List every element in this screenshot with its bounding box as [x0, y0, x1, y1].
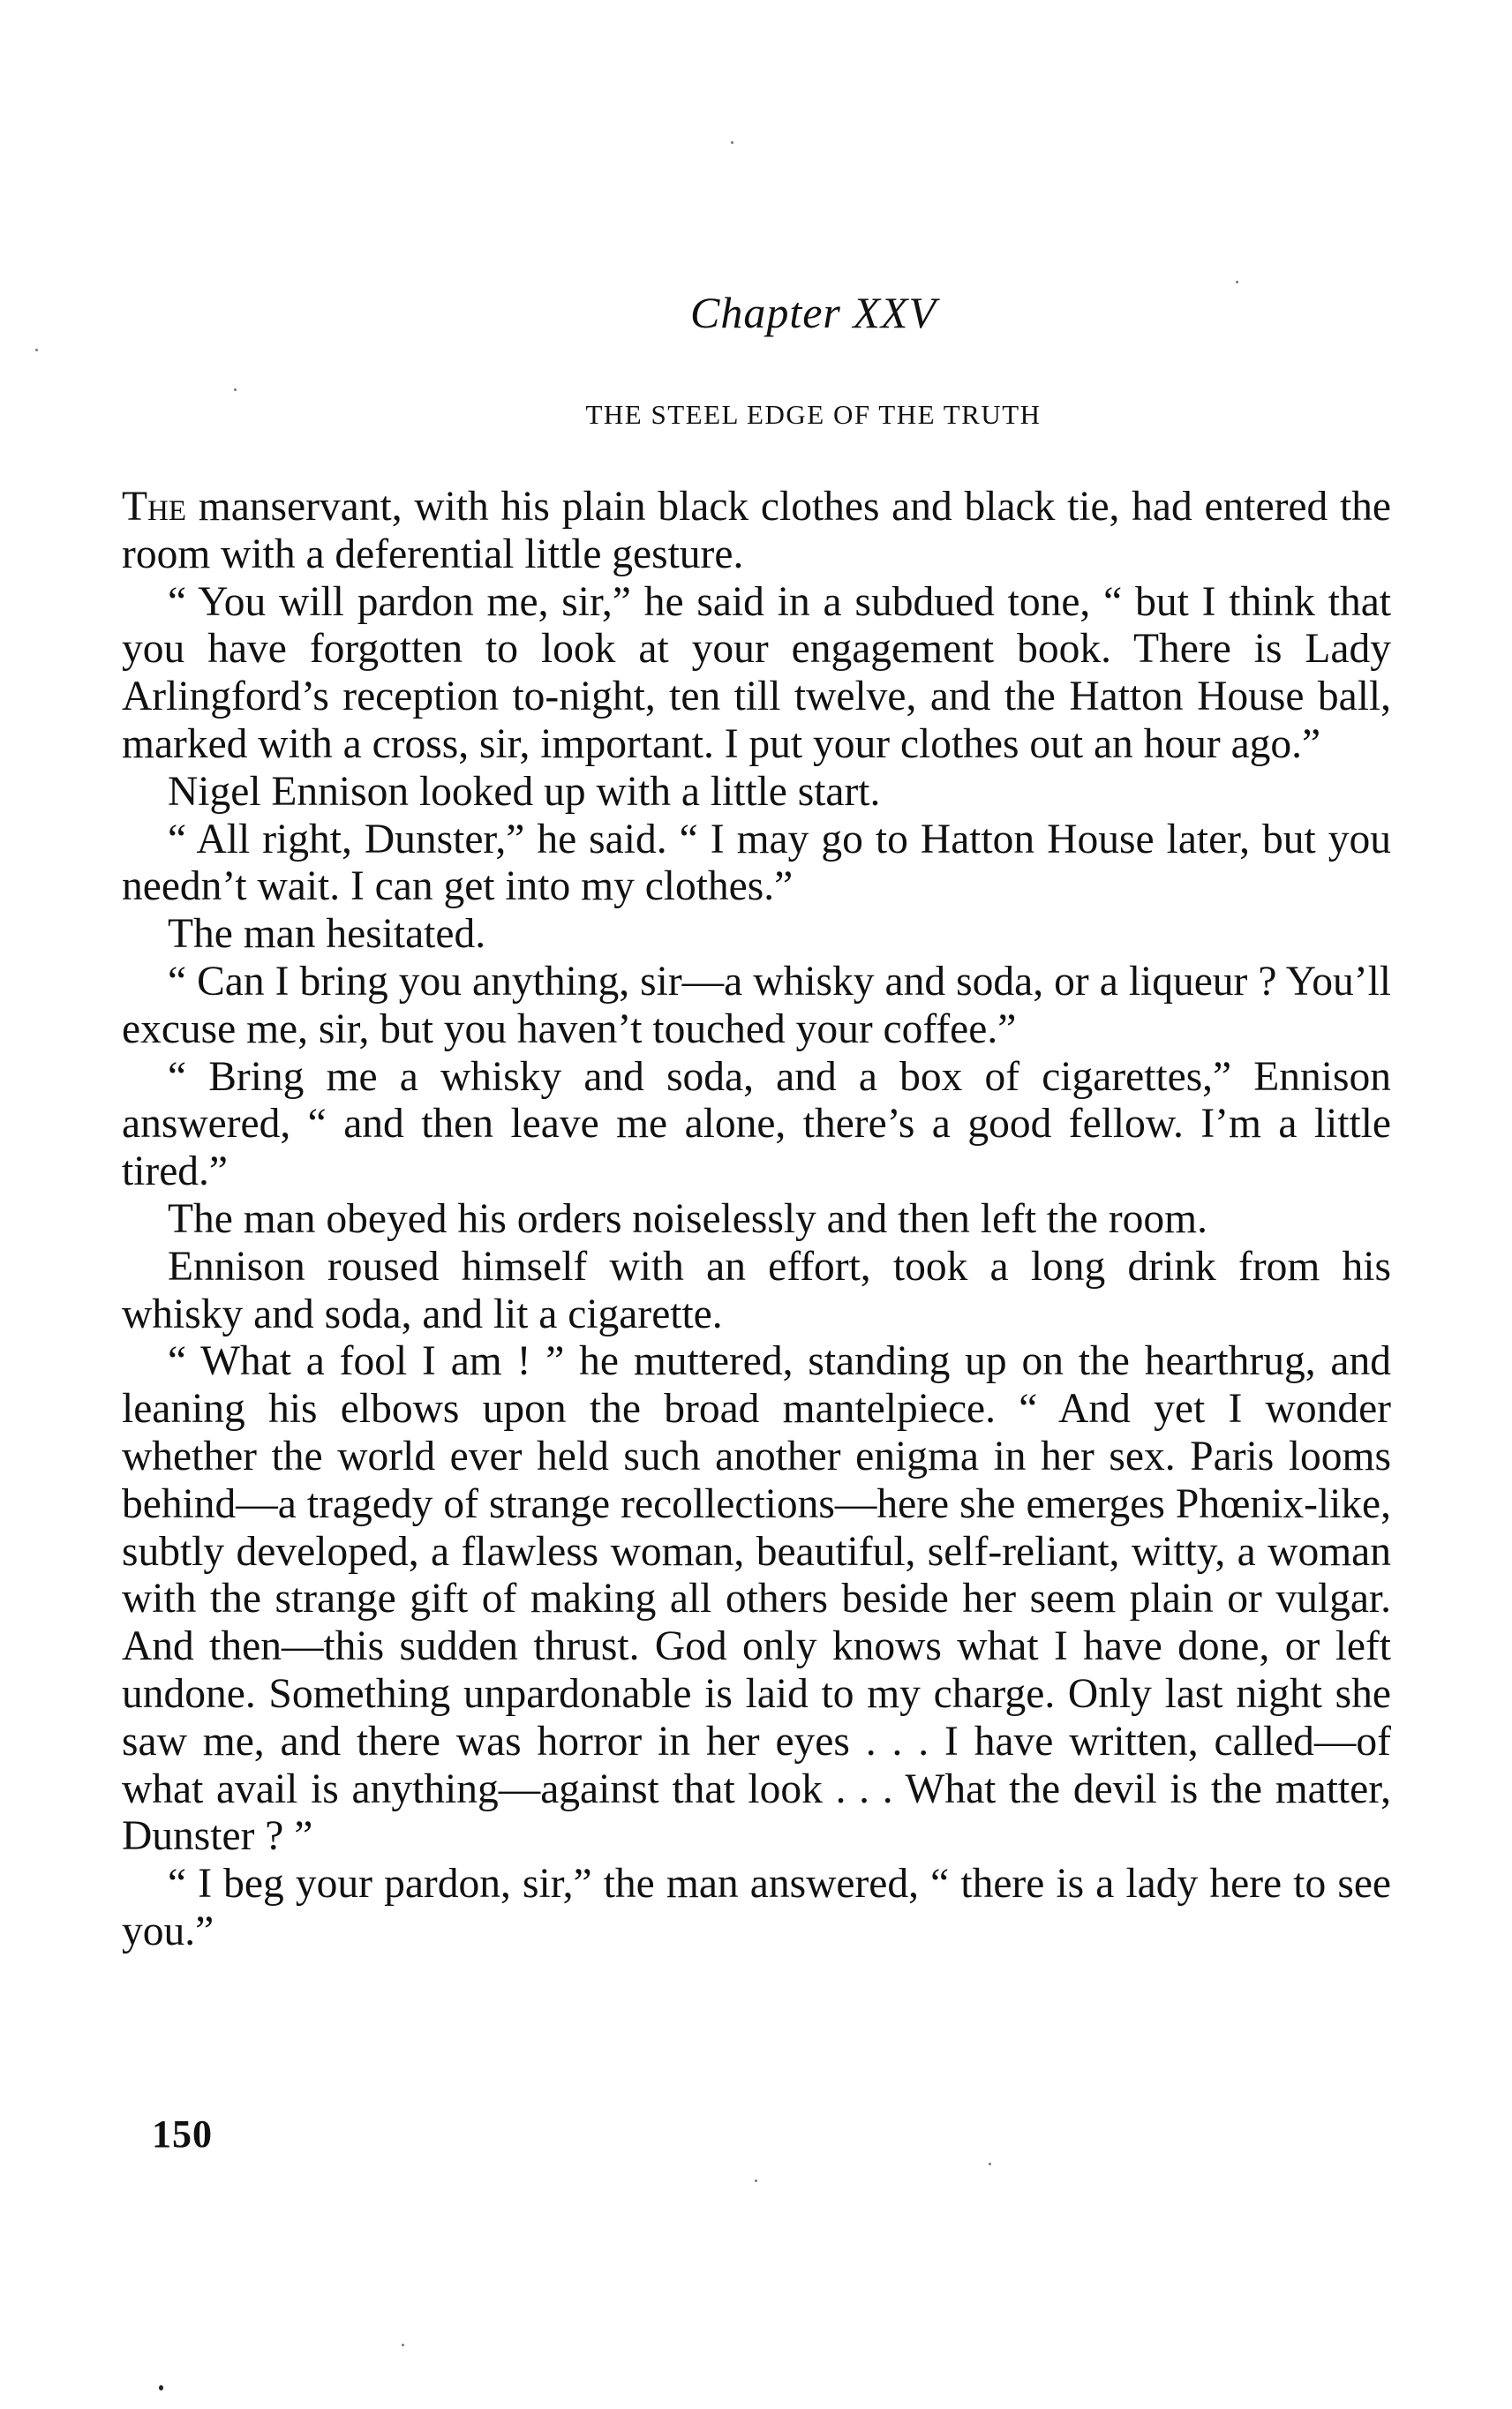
chapter-heading: Chapter XXV	[689, 288, 937, 337]
paragraph: Ennison roused himself with an effort, took a long drink from his whisky and soda, and lit a cigarette.	[122, 1243, 1391, 1337]
paper-speck	[731, 141, 733, 144]
paragraph: “ Can I bring you anything, sir—a whisky and soda, or a liqueur ? You’ll excuse me, sir, but you haven’t touched your coffee.”	[122, 958, 1391, 1052]
paragraph-text: manservant, with his plain black clothes and black tie, had entered the room with a deferential little gesture.	[122, 484, 1391, 577]
paper-speck	[989, 2163, 991, 2165]
paper-speck	[402, 2344, 404, 2346]
paragraph: “ Bring me a whisky and soda, and a box of cigarettes,” Ennison answered, “ and then leave me alone, there’s a good fellow. I’m a little tired.”	[122, 1053, 1391, 1195]
paper-speck	[35, 349, 38, 351]
body-text	[122, 484, 1391, 1956]
paragraph	[122, 484, 1391, 579]
paragraph: Nigel Ennison looked up with a little start.	[168, 768, 881, 815]
paper-speck	[234, 388, 237, 391]
paragraph: The man hesitated.	[168, 911, 486, 958]
page-number: 150	[152, 2112, 213, 2156]
paragraph: “ I beg your pardon, sir,” the man answered, “ there is a lady here to see you.”	[122, 1861, 1391, 1954]
paper-speck	[1236, 281, 1238, 283]
lead-word: The	[122, 484, 187, 530]
chapter-title: THE STEEL EDGE OF THE TRUTH	[585, 399, 1042, 430]
paper-speck	[159, 2385, 163, 2390]
paragraph: The man obeyed his orders noiselessly and then left the room.	[168, 1195, 1207, 1242]
paper-speck	[755, 2179, 757, 2182]
paragraph: “ You will pardon me, sir,” he said in a subdued tone, “ but I think that you have forgotten to look at your engagement book. There is Lady Arlingford’s reception to-night, ten till twelve, and the Hatton House ball, marked with a cross, sir, important. I put your clothes out an hour ago.”	[122, 578, 1391, 767]
paragraph: “ What a fool I am ! ” he muttered, standing up on the hearthrug, and leaning his elbows upon the broad mantelpiece. “ And yet I wonder whether the world ever held such another enigma in her sex. Paris looms behind—a tragedy of strange recollections—here she emerges Phœnix-like, subtly developed, a flawless woman, beautiful, self-reliant, witty, a woman with the strange gift of making all others beside her seem plain or vulgar. And then—this sudden thrust. God only knows what I have done, or left undone. Something unpardonable is laid to my charge. Only last night she saw me, and there was horror in her eyes . . . I have written, called—of what avail is anything—against that look . . . What the devil is the matter, Dunster ? ”	[122, 1338, 1391, 1860]
paragraph: “ All right, Dunster,” he said. “ I may go to Hatton House later, but you needn’t wait. I can get into my clothes.”	[122, 816, 1391, 910]
